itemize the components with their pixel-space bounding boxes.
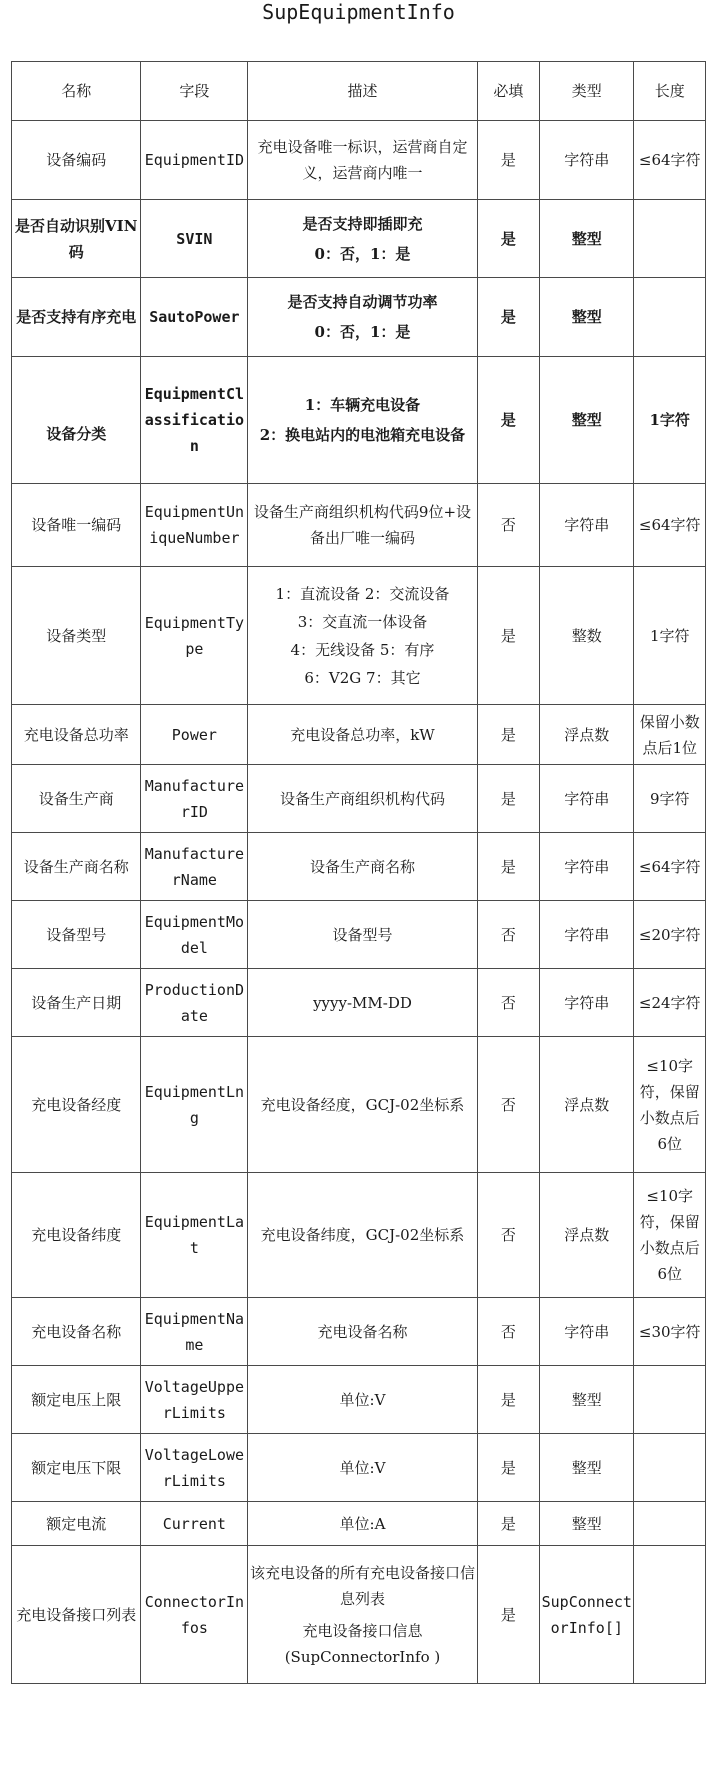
desc-line: 4：无线设备 5：有序 (290, 640, 435, 659)
table-row (12, 121, 706, 200)
cell-required: 是 (477, 200, 539, 278)
cell-field: EquipmentModel (141, 901, 248, 969)
cell-length (634, 1366, 706, 1434)
cell-field: EquipmentName (141, 1298, 248, 1366)
table-row (12, 1546, 706, 1684)
cell-length: 1字符 (634, 567, 706, 705)
cell-length (634, 1502, 706, 1546)
desc-line: 1：车辆充电设备 (304, 396, 421, 414)
desc-line: 0：否，1：是 (314, 244, 411, 263)
cell-name: 设备型号 (12, 901, 141, 969)
cell-field: ManufacturerName (141, 833, 248, 901)
cell-type: 浮点数 (540, 705, 634, 765)
table-row (12, 484, 706, 567)
cell-type: 字符串 (540, 121, 634, 200)
header-name: 名称 (12, 62, 141, 121)
cell-type: 字符串 (540, 765, 634, 833)
cell-required: 是 (477, 567, 539, 705)
cell-description (248, 1434, 477, 1502)
desc-line: (SupConnectorInfo ) (284, 1647, 441, 1666)
desc-line: 是否支持即插即充 (302, 214, 423, 233)
desc-line: 3：交直流一体设备 (297, 612, 428, 631)
desc-line: 充电设备经度，GCJ-02坐标系 (260, 1095, 465, 1114)
cell-name: 额定电流 (12, 1502, 141, 1546)
table-row (12, 1037, 706, 1173)
cell-name: 设备生产商 (12, 765, 141, 833)
cell-type: 整型 (540, 357, 634, 484)
desc-line: 0：否，1：是 (314, 323, 411, 341)
table-row (12, 278, 706, 357)
desc-line: 该充电设备的所有充电设备接口信息列表 (249, 1563, 475, 1608)
cell-required: 是 (477, 765, 539, 833)
cell-name: 设备分类 (12, 357, 141, 484)
cell-name: 充电设备名称 (12, 1298, 141, 1366)
cell-description (248, 705, 477, 765)
desc-line: 设备生产商名称 (309, 857, 415, 876)
cell-field: ProductionDate (141, 969, 248, 1037)
cell-required: 否 (477, 484, 539, 567)
desc-line: 设备生产商组织机构代码 (279, 789, 445, 808)
desc-line: 单位:A (339, 1514, 386, 1533)
cell-description (248, 567, 477, 705)
cell-required: 否 (477, 901, 539, 969)
desc-line: 设备型号 (332, 925, 393, 944)
cell-type: 字符串 (540, 484, 634, 567)
table-row (12, 357, 706, 484)
cell-required: 是 (477, 1434, 539, 1502)
cell-length: ≤10字符，保留小数点后6位 (634, 1173, 706, 1298)
desc-line: 是否支持自动调节功率 (287, 293, 438, 311)
cell-required: 是 (477, 1366, 539, 1434)
cell-description (248, 1546, 477, 1684)
cell-length: 保留小数点后1位 (634, 705, 706, 765)
header-required: 必填 (477, 62, 539, 121)
table-row (12, 1434, 706, 1502)
cell-name: 充电设备接口列表 (12, 1546, 141, 1684)
desc-line: 2：换电站内的电池箱充电设备 (259, 426, 466, 444)
cell-length: ≤64字符 (634, 484, 706, 567)
desc-line: 设备生产商组织机构代码9位+设备出厂唯一编码 (253, 503, 472, 547)
cell-length (634, 200, 706, 278)
cell-required: 否 (477, 1037, 539, 1173)
cell-field: SautoPower (141, 278, 248, 357)
table-row (12, 200, 706, 278)
cell-name: 充电设备纬度 (12, 1173, 141, 1298)
cell-description (248, 833, 477, 901)
cell-description (248, 484, 477, 567)
cell-field: EquipmentType (141, 567, 248, 705)
desc-line: 充电设备总功率，kW (290, 725, 435, 744)
cell-name: 是否自动识别VIN码 (12, 200, 141, 278)
desc-line: 充电设备接口信息 (302, 1621, 423, 1640)
table-row (12, 1173, 706, 1298)
cell-type: 整数 (540, 567, 634, 705)
cell-length: ≤64字符 (634, 121, 706, 200)
header-type: 类型 (540, 62, 634, 121)
cell-required: 是 (477, 121, 539, 200)
table-row (12, 833, 706, 901)
desc-line: 充电设备纬度，GCJ-02坐标系 (260, 1226, 465, 1244)
cell-description (248, 901, 477, 969)
document-title: SupEquipmentInfo (262, 0, 455, 24)
cell-field: VoltageUpperLimits (141, 1366, 248, 1434)
cell-field: EquipmentLat (141, 1173, 248, 1298)
cell-length: ≤64字符 (634, 833, 706, 901)
cell-type: 整型 (540, 1366, 634, 1434)
cell-name: 设备编码 (12, 121, 141, 200)
cell-description (248, 357, 477, 484)
table-header-row (12, 62, 706, 121)
table-row (12, 901, 706, 969)
cell-description (248, 969, 477, 1037)
cell-field: Power (141, 705, 248, 765)
cell-required: 是 (477, 1502, 539, 1546)
cell-name: 设备唯一编码 (12, 484, 141, 567)
desc-line: 充电设备唯一标识，运营商自定义，运营商内唯一 (257, 138, 468, 182)
table-row (12, 969, 706, 1037)
cell-type: 字符串 (540, 1298, 634, 1366)
cell-description (248, 278, 477, 357)
desc-line: 充电设备名称 (317, 1322, 408, 1341)
header-field: 字段 (141, 62, 248, 121)
cell-description (248, 1298, 477, 1366)
cell-field: EquipmentUniqueNumber (141, 484, 248, 567)
cell-name: 是否支持有序充电 (12, 278, 141, 357)
cell-field: EquipmentID (141, 121, 248, 200)
table-row (12, 1366, 706, 1434)
table-row (12, 1298, 706, 1366)
cell-field: VoltageLowerLimits (141, 1434, 248, 1502)
cell-field: EquipmentClassification (141, 357, 248, 484)
cell-description (248, 1502, 477, 1546)
cell-required: 是 (477, 278, 539, 357)
cell-description (248, 121, 477, 200)
cell-type: 字符串 (540, 901, 634, 969)
cell-name: 设备生产商名称 (12, 833, 141, 901)
cell-type: 整型 (540, 1434, 634, 1502)
cell-length (634, 1546, 706, 1684)
cell-type: 浮点数 (540, 1173, 634, 1298)
cell-required: 否 (477, 969, 539, 1037)
cell-length: ≤10字符，保留小数点后6位 (634, 1037, 706, 1173)
cell-name: 额定电压上限 (12, 1366, 141, 1434)
cell-name: 额定电压下限 (12, 1434, 141, 1502)
cell-type: 整型 (540, 278, 634, 357)
cell-required: 是 (477, 833, 539, 901)
desc-line: 单位:V (339, 1458, 386, 1477)
cell-type: 整型 (540, 1502, 634, 1546)
cell-length: ≤24字符 (634, 969, 706, 1037)
cell-length: 1字符 (634, 357, 706, 484)
cell-required: 否 (477, 1298, 539, 1366)
cell-type: SupConnectorInfo[] (540, 1546, 634, 1684)
desc-line: yyyy-MM-DD (313, 993, 412, 1012)
cell-name: 充电设备经度 (12, 1037, 141, 1173)
cell-description (248, 1037, 477, 1173)
cell-required: 是 (477, 1546, 539, 1684)
cell-field: ConnectorInfos (141, 1546, 248, 1684)
table-row (12, 705, 706, 765)
cell-length (634, 1434, 706, 1502)
table-row (12, 765, 706, 833)
cell-field: SVIN (141, 200, 248, 278)
table-row (12, 567, 706, 705)
cell-name: 设备类型 (12, 567, 141, 705)
desc-line: 6：V2G 7：其它 (304, 668, 421, 687)
cell-length: ≤30字符 (634, 1298, 706, 1366)
cell-required: 是 (477, 705, 539, 765)
cell-field: Current (141, 1502, 248, 1546)
cell-field: EquipmentLng (141, 1037, 248, 1173)
cell-description (248, 1366, 477, 1434)
desc-line: 1：直流设备 2：交流设备 (275, 584, 450, 603)
desc-line: 单位:V (339, 1390, 386, 1409)
cell-length (634, 278, 706, 357)
cell-length: 9字符 (634, 765, 706, 833)
cell-type: 浮点数 (540, 1037, 634, 1173)
cell-type: 整型 (540, 200, 634, 278)
cell-name: 充电设备总功率 (12, 705, 141, 765)
cell-description (248, 765, 477, 833)
cell-type: 字符串 (540, 969, 634, 1037)
header-length: 长度 (634, 62, 706, 121)
table-row (12, 1502, 706, 1546)
equipment-info-table (11, 61, 706, 1684)
header-description: 描述 (248, 62, 477, 121)
cell-type: 字符串 (540, 833, 634, 901)
cell-required: 是 (477, 357, 539, 484)
cell-required: 否 (477, 1173, 539, 1298)
cell-length: ≤20字符 (634, 901, 706, 969)
cell-description (248, 200, 477, 278)
cell-description (248, 1173, 477, 1298)
cell-name: 设备生产日期 (12, 969, 141, 1037)
cell-field: ManufacturerID (141, 765, 248, 833)
